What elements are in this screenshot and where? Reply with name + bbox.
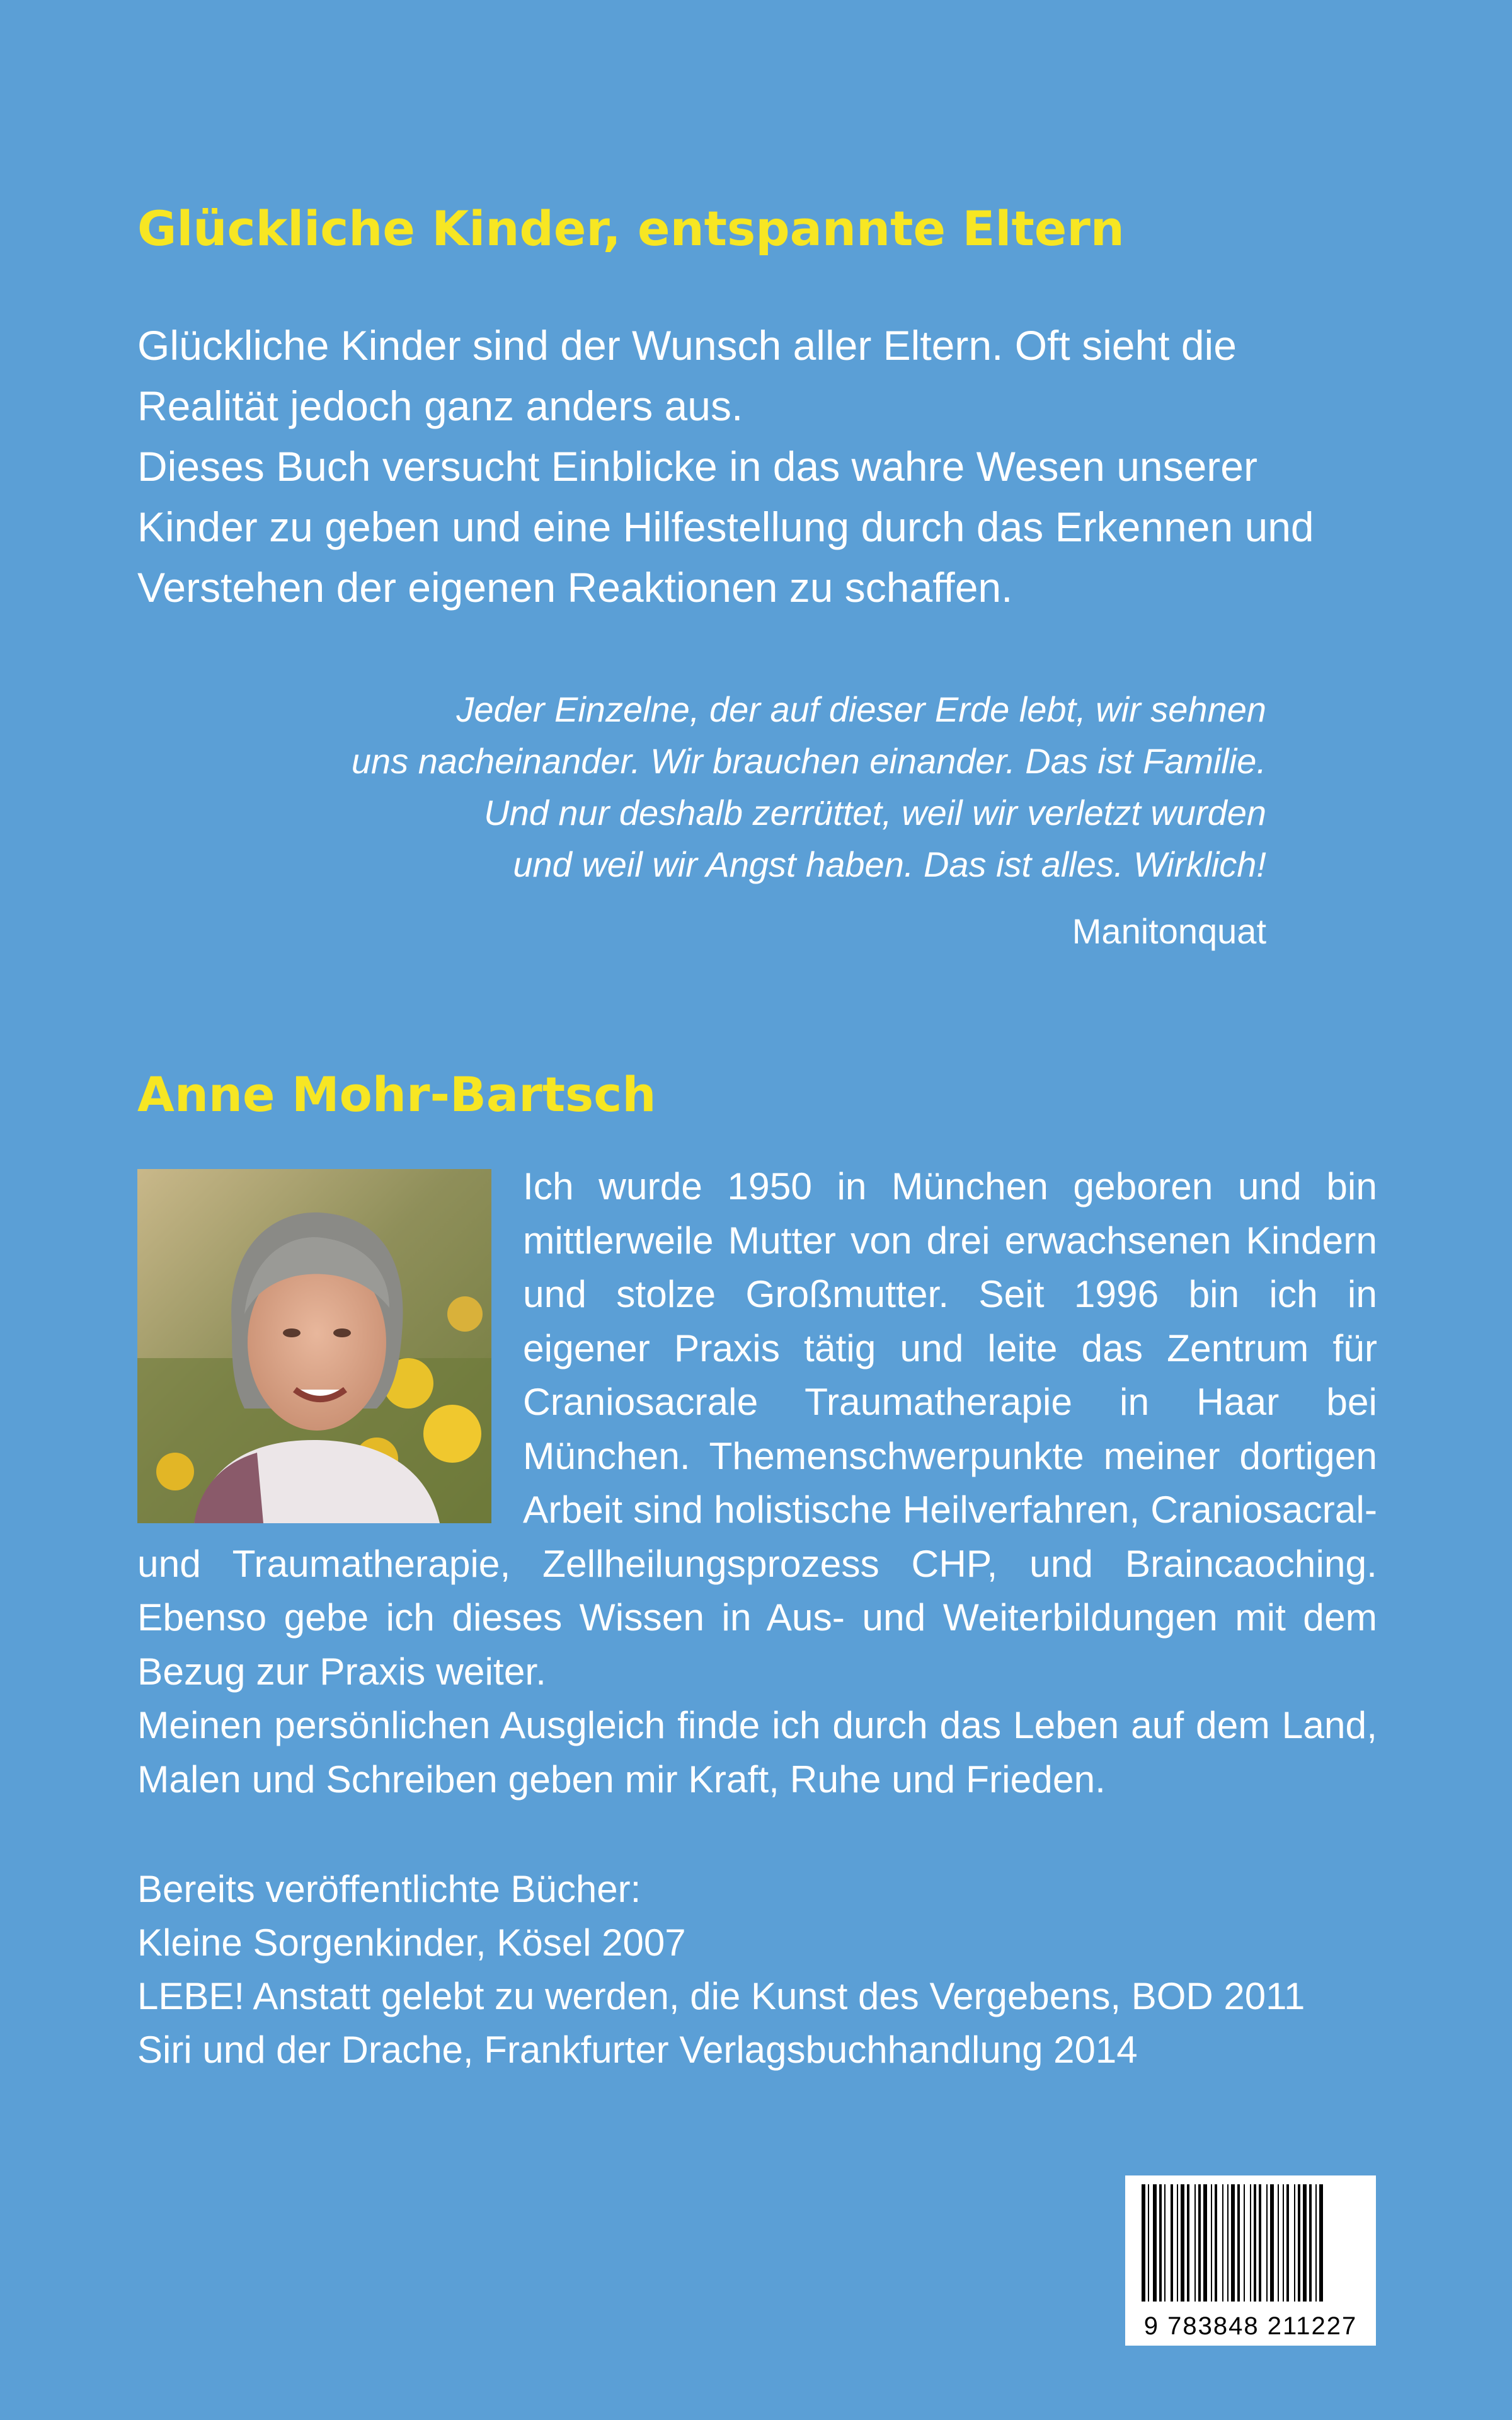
barcode-bar <box>1309 2184 1312 2302</box>
barcode-bar <box>1286 2184 1289 2302</box>
barcode-bar <box>1237 2184 1240 2302</box>
barcode-bar <box>1148 2184 1149 2302</box>
barcode-bar <box>1250 2184 1251 2302</box>
book-item: Siri und der Drache, Frankfurter Verlagsbuchhandlung 2014 <box>137 2029 1138 2071</box>
barcode-bar <box>1187 2184 1189 2302</box>
barcode-bar <box>1153 2184 1157 2302</box>
book-item: LEBE! Anstatt gelebt zu werden, die Kunst des Vergebens, BOD 2011 <box>137 1975 1305 2017</box>
barcode-bar <box>1283 2184 1284 2302</box>
barcode-bar <box>1159 2184 1162 2302</box>
quote-line: und weil wir Angst haben. Das ist alles. Wirklich! <box>513 844 1266 884</box>
barcode-bar <box>1231 2184 1235 2302</box>
barcode-bar <box>1203 2184 1207 2302</box>
barcode-bar <box>1259 2184 1261 2302</box>
quote-line: uns nacheinander. Wir brauchen einander. Das ist Familie. <box>351 741 1266 781</box>
barcode-bars <box>1125 2175 1376 2308</box>
barcode-bar <box>1194 2184 1196 2302</box>
barcode-bar <box>1244 2184 1245 2302</box>
description-paragraph-1: Glückliche Kinder sind der Wunsch aller Eltern. Oft sieht die Realität jedoch ganz anders aus. <box>137 322 1237 429</box>
author-biography <box>137 1160 1377 1806</box>
barcode-bar <box>1177 2184 1178 2302</box>
barcode-bar <box>1278 2184 1279 2302</box>
barcode-bar <box>1298 2184 1300 2302</box>
barcode-bar <box>1319 2184 1323 2302</box>
bio-paragraph-2: Meinen persönlichen Ausgleich finde ich durch das Leben auf dem Land, Malen und Schreiben geben mir Kraft, Ruhe und Frieden. <box>137 1703 1377 1801</box>
bio-paragraph-1: Ich wurde 1950 in München geboren und bin mittlerweile Mutter von drei erwachsenen Kindern und stolze Großmutter. Seit 1996 bin ich in eigener Praxis tätig und leite das Zentrum für Craniosacrale Traumatherapie in Haar bei München. Themenschwerpunkte meiner dortigen Arbeit sind holistische Heilverfahren, Craniosacral- und Traumatherapie, Zellheilungsprozess CHP, und Braincaoching. Ebenso gebe ich dieses Wissen in Aus- und Weiterbildungen mit dem Bezug zur Praxis weiter. <box>137 1165 1377 1693</box>
isbn-barcode <box>1125 2175 1376 2346</box>
barcode-bar <box>1215 2184 1217 2302</box>
section-heading-book-title: Glückliche Kinder, entspannte Eltern <box>137 200 1125 256</box>
barcode-bar <box>1181 2184 1184 2302</box>
book-item: Kleine Sorgenkinder, Kösel 2007 <box>137 1922 686 1964</box>
quote-block <box>284 684 1266 890</box>
barcode-bar <box>1266 2184 1268 2302</box>
barcode-bar <box>1171 2184 1173 2302</box>
barcode-bar <box>1315 2184 1317 2302</box>
barcode-bar <box>1211 2184 1212 2302</box>
barcode-bar <box>1254 2184 1256 2302</box>
books-label: Bereits veröffentlichte Bücher: <box>137 1868 641 1910</box>
isbn-digits: 9 783848 211227 <box>1143 2312 1358 2340</box>
quote-line: Jeder Einzelne, der auf dieser Erde lebt, wir sehnen <box>456 689 1266 729</box>
barcode-bar <box>1270 2184 1274 2302</box>
barcode-bar <box>1222 2184 1223 2302</box>
published-books <box>137 1862 1385 2077</box>
description-paragraph-2: Dieses Buch versucht Einblicke in das wahre Wesen unserer Kinder zu geben und eine Hilfestellung durch das Erkennen und Verstehen der eigenen Reaktionen zu schaffen. <box>137 443 1314 611</box>
barcode-bar <box>1227 2184 1228 2302</box>
photo-spacer <box>137 1160 523 1518</box>
barcode-bar <box>1294 2184 1295 2302</box>
barcode-bar <box>1142 2184 1145 2302</box>
barcode-bar <box>1164 2184 1166 2302</box>
quote-line: Und nur deshalb zerrüttet, weil wir verletzt wurden <box>484 793 1266 833</box>
barcode-bar <box>1303 2184 1307 2302</box>
author-heading: Anne Mohr-Bartsch <box>137 1066 656 1122</box>
book-description <box>137 315 1385 618</box>
barcode-bar <box>1198 2184 1201 2302</box>
quote-author: Manitonquat <box>1072 911 1266 951</box>
